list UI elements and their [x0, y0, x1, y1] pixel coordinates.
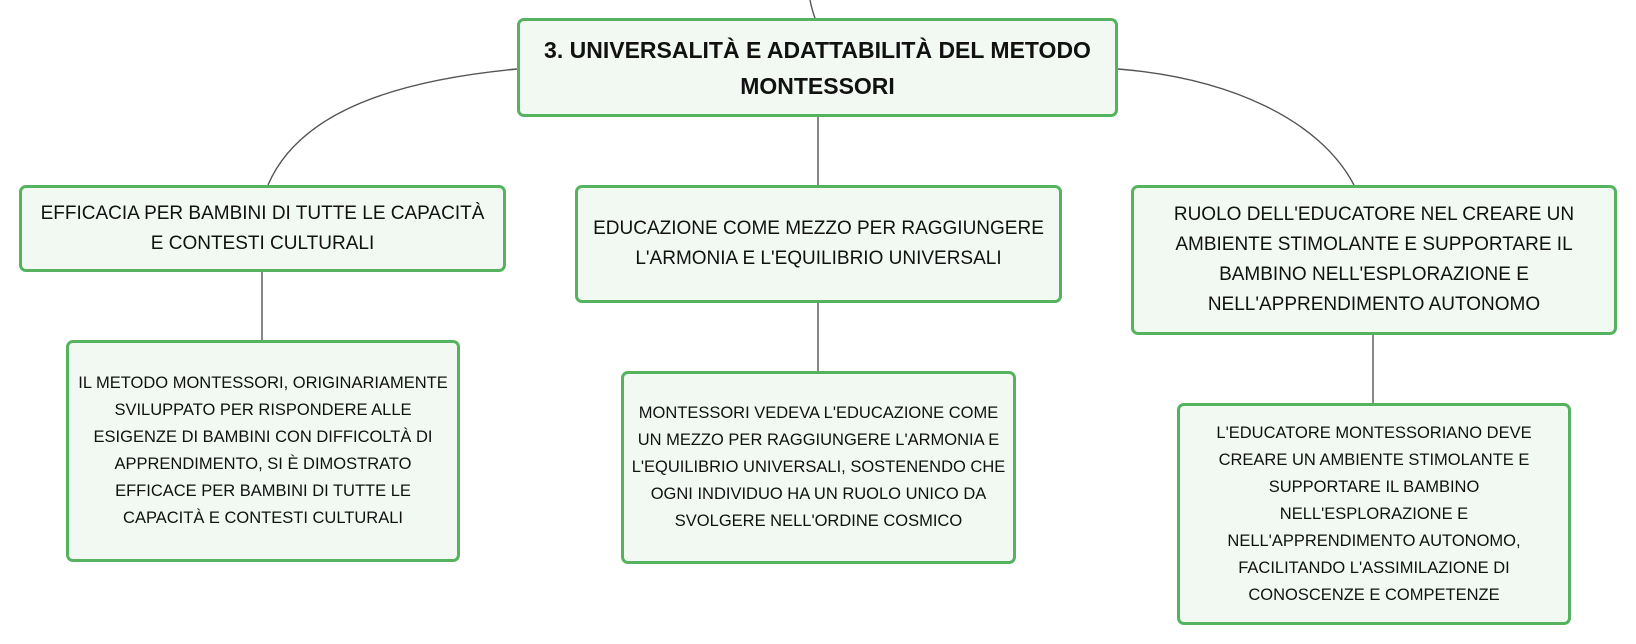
branch-1-label: EFFICACIA PER BAMBINI DI TUTTE LE CAPACITÀ E CONTESTI CULTURALI [40, 202, 485, 254]
branch-node-3[interactable] [1131, 185, 1617, 335]
connector-root-to-branch-1 [268, 69, 517, 185]
branch-2-label: EDUCAZIONE COME MEZZO PER RAGGIUNGERE L'ARMONIA E L'EQUILIBRIO UNIVERSALI [593, 218, 1044, 269]
branch-3-label: RUOLO DELL'EDUCATORE NEL CREARE UN AMBIENTE STIMOLANTE E SUPPORTARE IL BAMBINO NELL'ESPLORAZIONE E NELL'APPRENDIMENTO AUTONOMO [1173, 204, 1575, 315]
detail-node-3[interactable] [1177, 403, 1571, 625]
detail-1-text: IL METODO MONTESSORI, ORIGINARIAMENTE SVILUPPATO PER RISPONDERE ALLE ESIGENZE DI BAMBINI CON DIFFICOLTÀ DI APPRENDIMENTO, SI È DIMOSTRATO EFFICACE PER BAMBINI DI TUTTE LE CAPACITÀ E CONTESTI CULTURALI [78, 374, 448, 527]
detail-node-2[interactable] [621, 371, 1016, 564]
connector-root-to-branch-3 [1118, 69, 1354, 185]
detail-2-text: MONTESSORI VEDEVA L'EDUCAZIONE COME UN MEZZO PER RAGGIUNGERE L'ARMONIA E L'EQUILIBRIO UNIVERSALI, SOSTENENDO CHE OGNI INDIVIDUO HA UN RUOLO UNICO DA SVOLGERE NELL'ORDINE COSMICO [631, 404, 1006, 530]
branch-node-2[interactable] [575, 185, 1062, 303]
detail-node-1[interactable] [66, 340, 460, 562]
detail-3-text: L'EDUCATORE MONTESSORIANO DEVE CREARE UN AMBIENTE STIMOLANTE E SUPPORTARE IL BAMBINO NELL'ESPLORAZIONE E NELL'APPRENDIMENTO AUTONOMO, FACILITANDO L'ASSIMILAZIONE DI CONOSCENZE E COMPETENZE [1216, 423, 1532, 604]
root-topic-title: 3. UNIVERSALITÀ E ADATTABILITÀ DEL METODO MONTESSORI [544, 36, 1091, 99]
branch-node-1[interactable] [19, 185, 506, 272]
root-topic-node[interactable] [517, 18, 1118, 117]
connector-incoming [810, 0, 815, 18]
